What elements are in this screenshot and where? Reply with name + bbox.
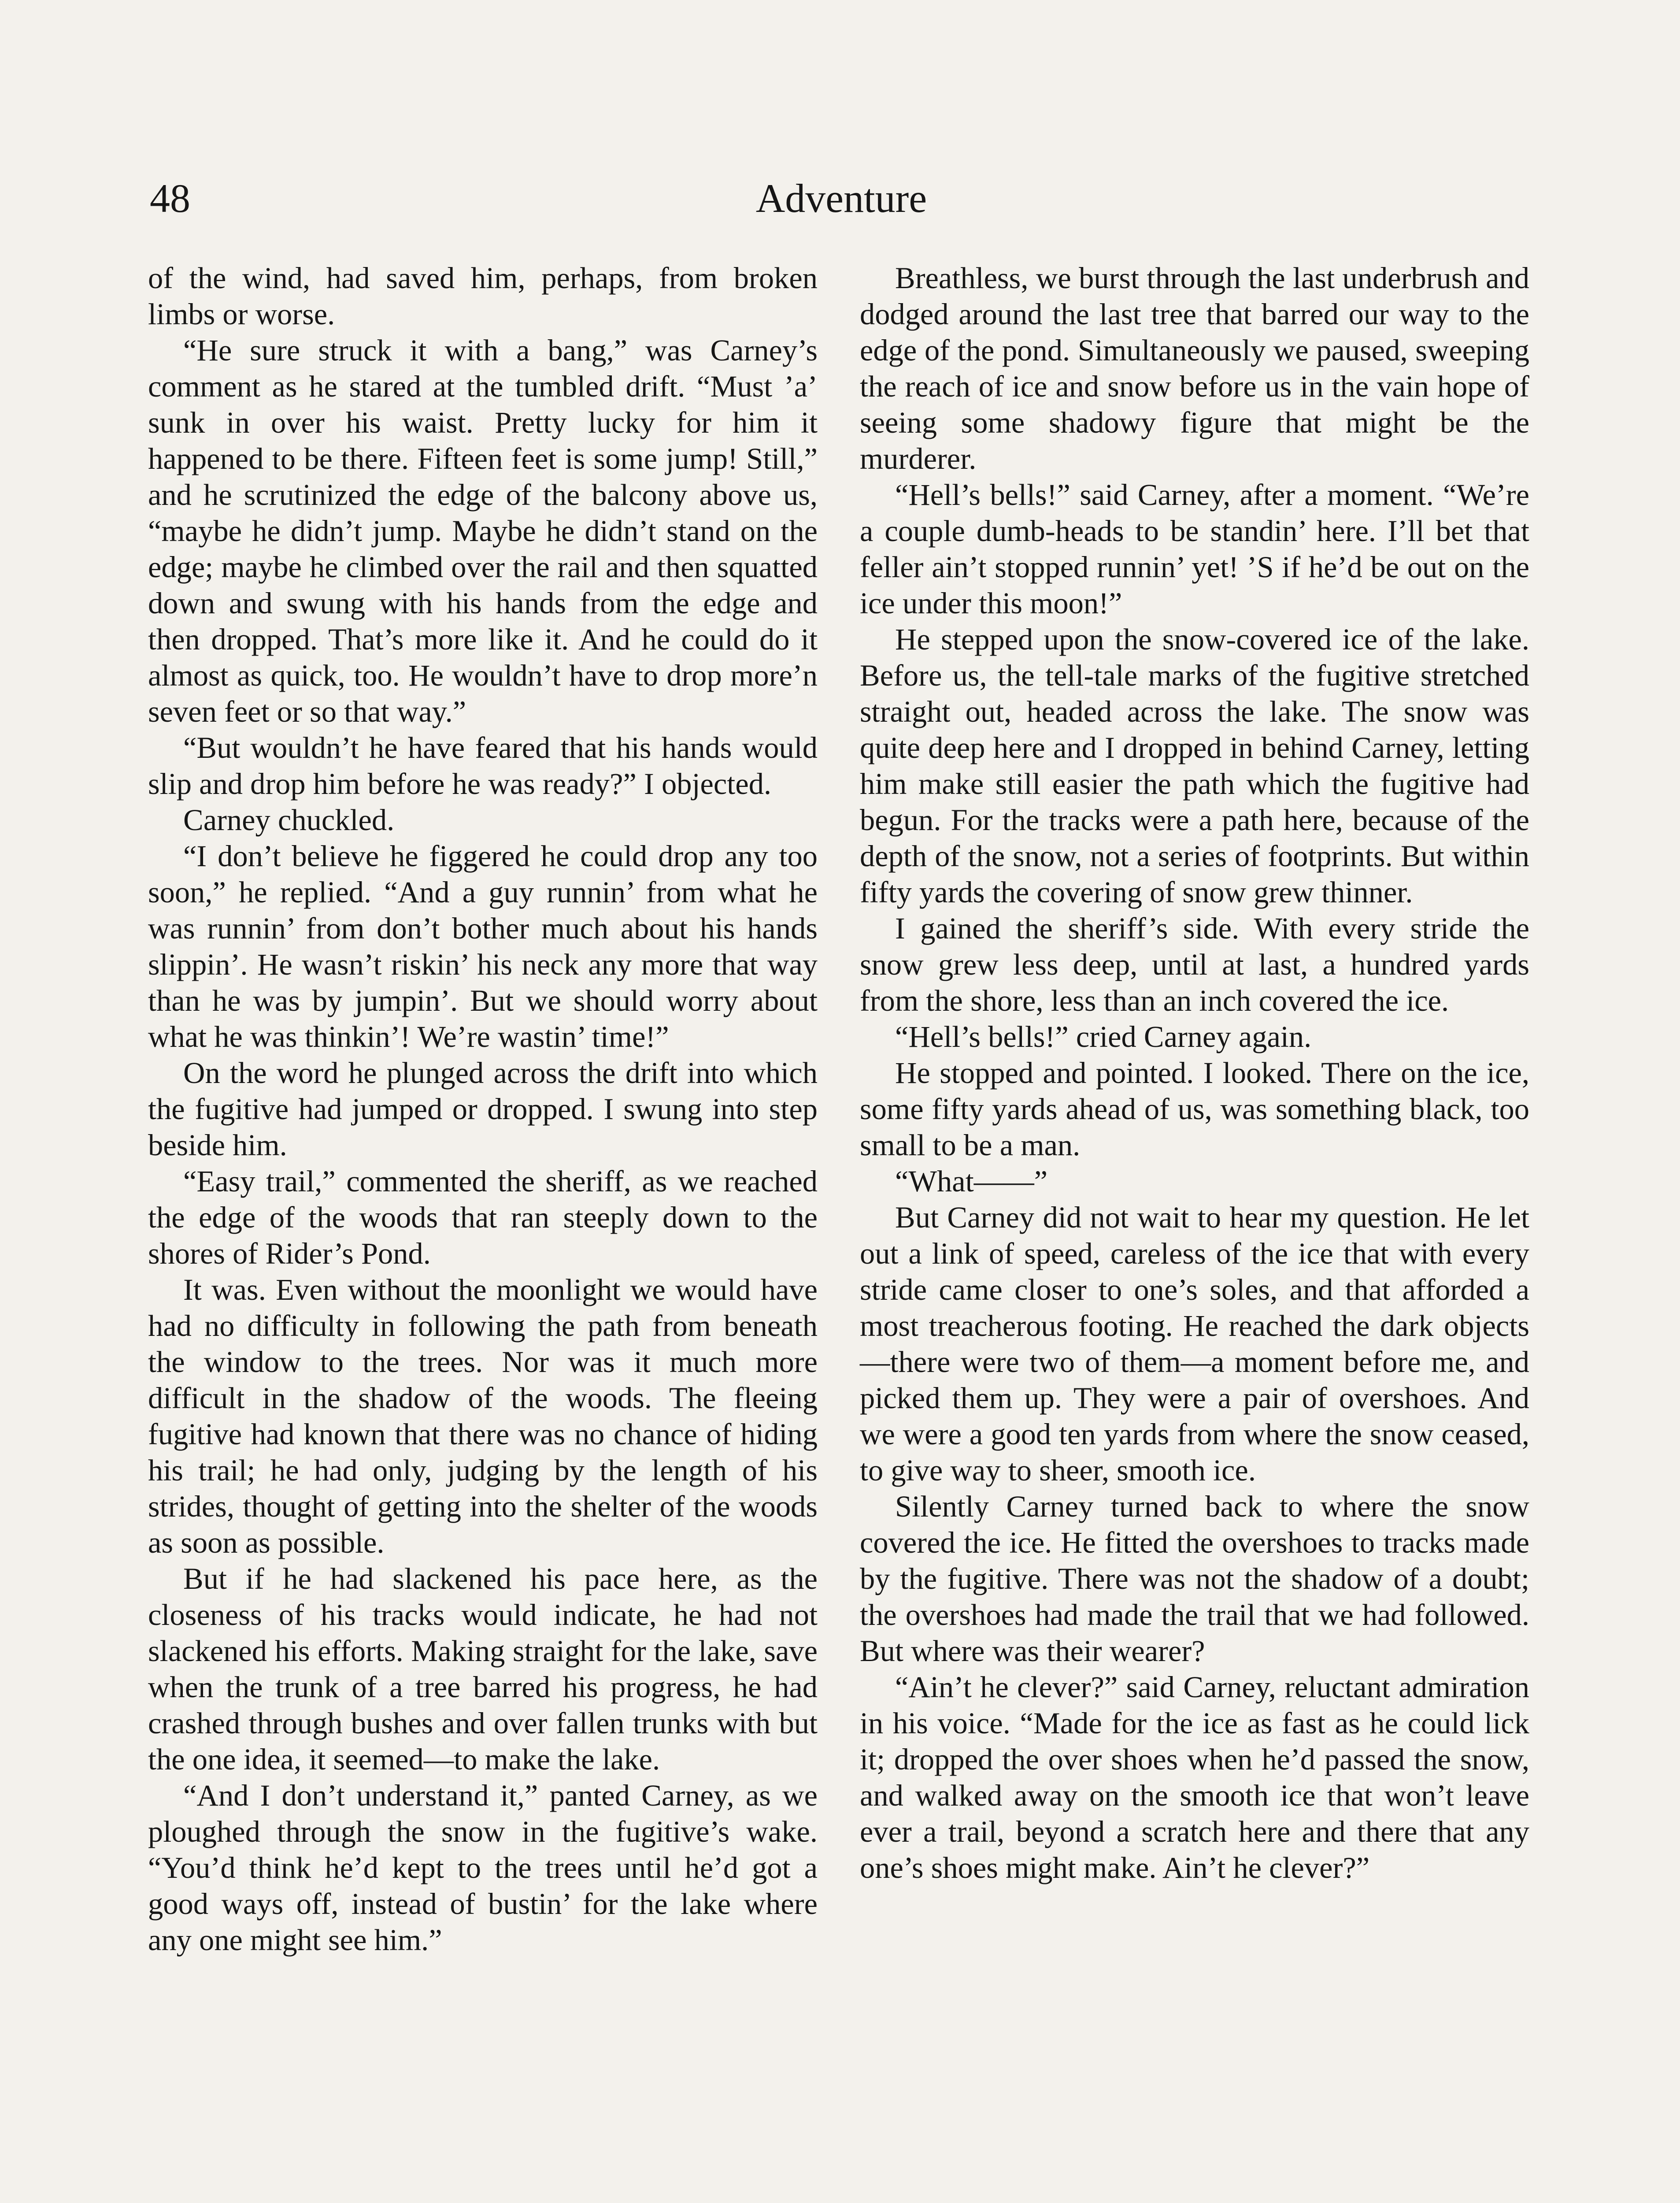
paragraph: I gained the sheriff’s side. With every stride the snow grew less deep, until at last, a hundred yards from the shore, less than an inch covered the ice. bbox=[860, 912, 1529, 1017]
paragraph: “But wouldn’t he have feared that his hands would slip and drop him before he was ready?” I objected. bbox=[148, 731, 818, 801]
paragraph: “I don’t believe he figgered he could drop any too soon,” he replied. “And a guy runnin’ from what he was runnin’ from don’t bother much about his hands slippin’. He wasn’t riskin’ his neck any more that way than he was by jumpin’. But we should worry about what he was thinkin’! We’re wastin’ time!” bbox=[148, 839, 818, 1053]
paragraph: Silently Carney turned back to where the snow covered the ice. He fitted the overshoes to tracks made by the fugitive. There was not the shadow of a doubt; the overshoes had made the trail that we had followed. But where was their wearer? bbox=[860, 1490, 1529, 1668]
paragraph: “Ain’t he clever?” said Carney, reluctant admiration in his voice. “Made for the ice as fast as he could lick it; dropped the over shoes when he’d passed the snow, and walked away on the smooth ice that won’t leave ever a trail, beyond a scratch here and there that any one’s shoes might make. Ain’t he clever?” bbox=[860, 1670, 1529, 1884]
paragraph: “What——” bbox=[895, 1165, 1048, 1198]
running-title: Adventure bbox=[755, 176, 927, 221]
page-header bbox=[150, 167, 1533, 229]
left-column bbox=[148, 260, 818, 1958]
paragraph: “And I don’t understand it,” panted Carney, as we ploughed through the snow in the fugitive’s wake. “You’d think he’d kept to the trees until he’d got a good ways off, instead of bustin’ for the lake where any one might see him.” bbox=[148, 1779, 818, 1957]
paragraph: Breathless, we burst through the last underbrush and dodged around the last tree that barred our way to the edge of the pond. Simultaneously we paused, sweeping the reach of ice and snow before us in the vain hope of seeing some shadowy figure that might be the murderer. bbox=[860, 261, 1529, 475]
right-column bbox=[860, 260, 1529, 1886]
paragraph: “Hell’s bells!” cried Carney again. bbox=[895, 1020, 1312, 1053]
paragraph: “Hell’s bells!” said Carney, after a moment. “We’re a couple dumb-heads to be standin’ here. I’ll bet that feller ain’t stopped runnin’ yet! ’S if he’d be out on the ice under this moon!” bbox=[860, 478, 1529, 620]
paragraph: Carney chuckled. bbox=[183, 803, 395, 837]
paragraph: On the word he plunged across the drift into which the fugitive had jumped or dropped. I swung into step beside him. bbox=[148, 1056, 818, 1162]
paragraph: But Carney did not wait to hear my question. He let out a link of speed, careless of the ice that with every stride came closer to one’s soles, and that afforded a most treacherous footing. He reached the dark objects —there were two of them—a moment before me, and picked them up. They were a pair of overshoes. And we were a good ten yards from where the snow ceased, to give way to sheer, smooth ice. bbox=[860, 1201, 1529, 1487]
paragraph: of the wind, had saved him, perhaps, from broken limbs or worse. bbox=[148, 261, 818, 331]
paragraph: “He sure struck it with a bang,” was Carney’s comment as he stared at the tumbled drift. “Must ’a’ sunk in over his waist. Pretty lucky for him it happened to be there. Fifteen feet is some jump! Still,” and he scrutinized the edge of the balcony above us, “maybe he didn’t jump. Maybe he didn’t stand on the edge; maybe he climbed over the rail and then squatted down and swung with his hands from the edge and then dropped. That’s more like it. And he could do it almost as quick, too. He wouldn’t have to drop more’n seven feet or so that way.” bbox=[148, 334, 818, 728]
paragraph: “Easy trail,” commented the sheriff, as we reached the edge of the woods that ran steeply down to the shores of Rider’s Pond. bbox=[148, 1165, 818, 1270]
paragraph: But if he had slackened his pace here, as the closeness of his tracks would indicate, he had not slackened his efforts. Making straight for the lake, save when the trunk of a tree barred his progress, he had crashed through bushes and over fallen trunks with but the one idea, it seemed—to make the lake. bbox=[148, 1562, 818, 1776]
page-number: 48 bbox=[150, 176, 190, 221]
paragraph: He stepped upon the snow-covered ice of the lake. Before us, the tell-tale marks of the fugitive stretched straight out, headed across the lake. The snow was quite deep here and I dropped in behind Carney, letting him make still easier the path which the fugitive had begun. For the tracks were a path here, because of the depth of the snow, not a series of footprints. But within fifty yards the covering of snow grew thinner. bbox=[860, 623, 1529, 909]
paragraph: He stopped and pointed. I looked. There on the ice, some fifty yards ahead of us, was something black, too small to be a man. bbox=[860, 1056, 1529, 1162]
paragraph: It was. Even without the moonlight we would have had no difficulty in following the path from beneath the window to the trees. Nor was it much more difficult in the shadow of the woods. The fleeing fugitive had known that there was no chance of hiding his trail; he had only, judging by the length of his strides, thought of getting into the shelter of the woods as soon as possible. bbox=[148, 1273, 818, 1559]
